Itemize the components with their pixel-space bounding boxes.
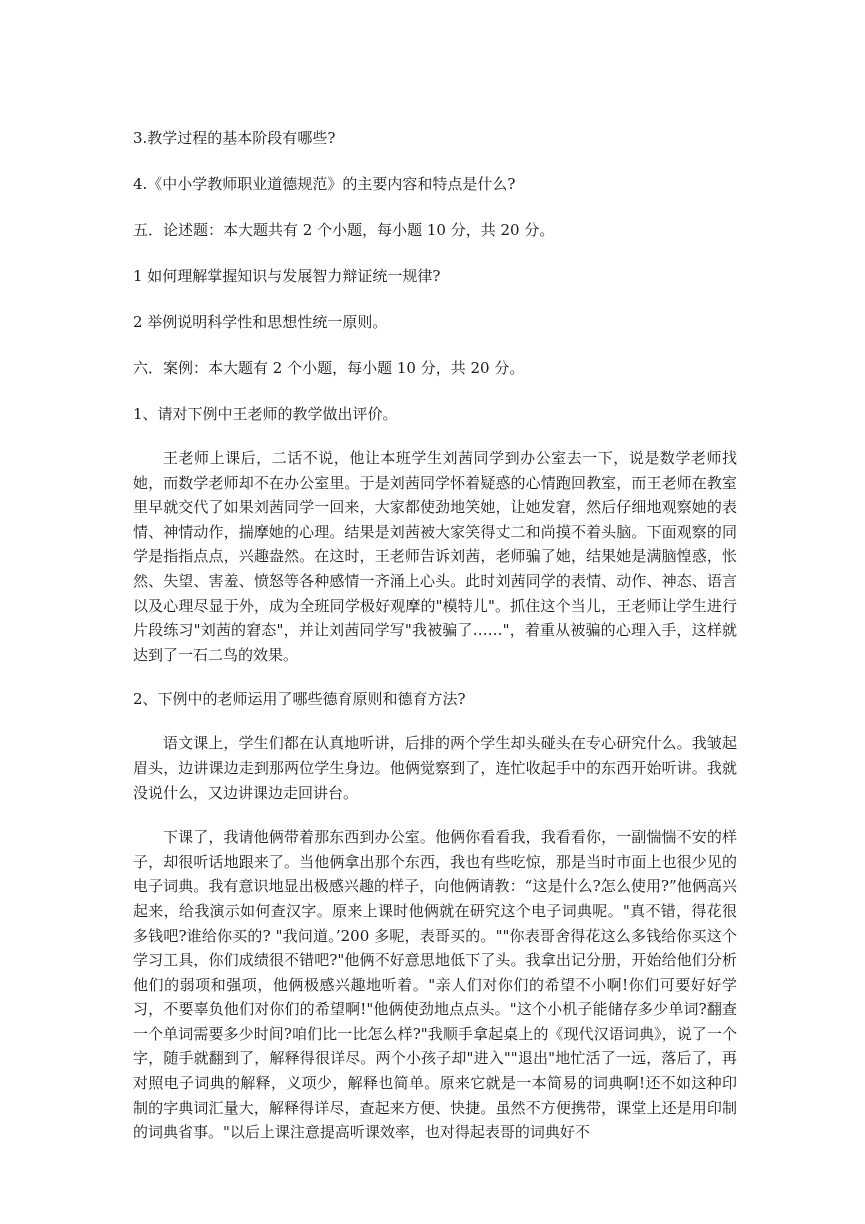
case-2-question: 2、下例中的老师运用了哪些德育原则和德育方法?: [133, 690, 466, 709]
essay-question-1: 1 如何理解掌握知识与发展智力辩证统一规律?: [133, 267, 441, 285]
section-6-heading: 六．案例：本大题有 2 个小题，每小题 10 分，共 20 分。: [133, 359, 525, 377]
question-4: 4.《中小学教师职业道德规范》的主要内容和特点是什么?: [133, 175, 516, 193]
question-3: 3.教学过程的基本阶段有哪些?: [133, 129, 336, 147]
case-2-paragraph-2: 下课了，我请他俩带着那东西到办公室。他俩你看看我，我看看你，一副惴惴不安的样子，却很听话地跟来了。当他俩拿出那个东西，我也有些吃惊，那是当时市面上也很少见的电子词典。我有意识地显出极感兴趣的样子，向他俩请教：“这是什么?怎么使用?”他俩高兴起来，给我演示如何查汉字。原来上课时他俩就在研究这个电子词典呢。"真不错，得花很多钱吧?谁给你买的? "我问道。’200 多呢，表哥买的。""你表哥舍得花这么多钱给你买这个学习工具，你们成绩很不错吧?"他俩不好意思地低下了头。我拿出记分册，开始给他们分析他们的弱项和强项，他俩极感兴趣地听着。"亲人们对你们的希望不小啊!你们可要好好学习，不要辜负他们对你们的希望啊!"他俩使劲地点点头。"这个小机子能储存多少单词?翻查一个单词需要多少时间?咱们比一比怎么样?"我顺手拿起桌上的《现代汉语词典》，说了一个字，随手就翻到了，解释得很详尽。两个小孩子却"进入""退出"地忙活了一远，落后了，再对照电子词典的解释，义项少，解释也简单。原来它就是一本简易的词典啊!还不如这种印制的字典词汇量大，解释得详尽，查起来方便、快捷。虽然不方便携带，课堂上还是用印制的词典省事。"以后上课注意提高听课效率，也对得起表哥的词典好不: [133, 828, 737, 1142]
essay-question-2: 2 举例说明科学性和思想性统一原则。: [133, 313, 388, 331]
case-1-question: 1、请对下例中王老师的教学做出评价。: [133, 405, 398, 423]
section-5-heading: 五．论述题：本大题共有 2 个小题，每小题 10 分，共 20 分。: [133, 221, 555, 239]
case-2-paragraph-1: 语文课上，学生们都在认真地听讲，后排的两个学生却头碰头在专心研究什么。我皱起眉头，边讲课边走到那两位学生身边。他俩觉察到了，连忙收起手中的东西开始听讲。我就没说什么，又边讲课边走回讲台。: [133, 734, 737, 802]
case-1-text: 王老师上课后，二话不说，他让本班学生刘茜同学到办公室去一下，说是数学老师找她，而数学老师却不在办公室里。于是刘茜同学怀着疑惑的心情跑回教室，而王老师在教室里早就交代了如果刘茜同学一回来，大家都使劲地笑她，让她发窘，然后仔细地观察她的表情、神情动作，揣摩她的心理。结果是刘茜被大家笑得丈二和尚摸不着头脑。下面观察的同学是指指点点，兴趣盎然。在这时，王老师告诉刘茜，老师骗了她，结果她是满脑惶惑，怅然、失望、害羞、愤怒等各种感情一齐涌上心头。此时刘茜同学的表情、动作、神态、语言以及心理尽显于外，成为全班同学极好观摩的"模特儿"。抓住这个当儿，王老师让学生进行片段练习"刘茜的窘态"，并让刘茜同学写"我被骗了……"，着重从被骗的心理入手，这样就达到了一石二鸟的效果。: [133, 449, 737, 664]
document-page: [133, 126, 737, 1145]
